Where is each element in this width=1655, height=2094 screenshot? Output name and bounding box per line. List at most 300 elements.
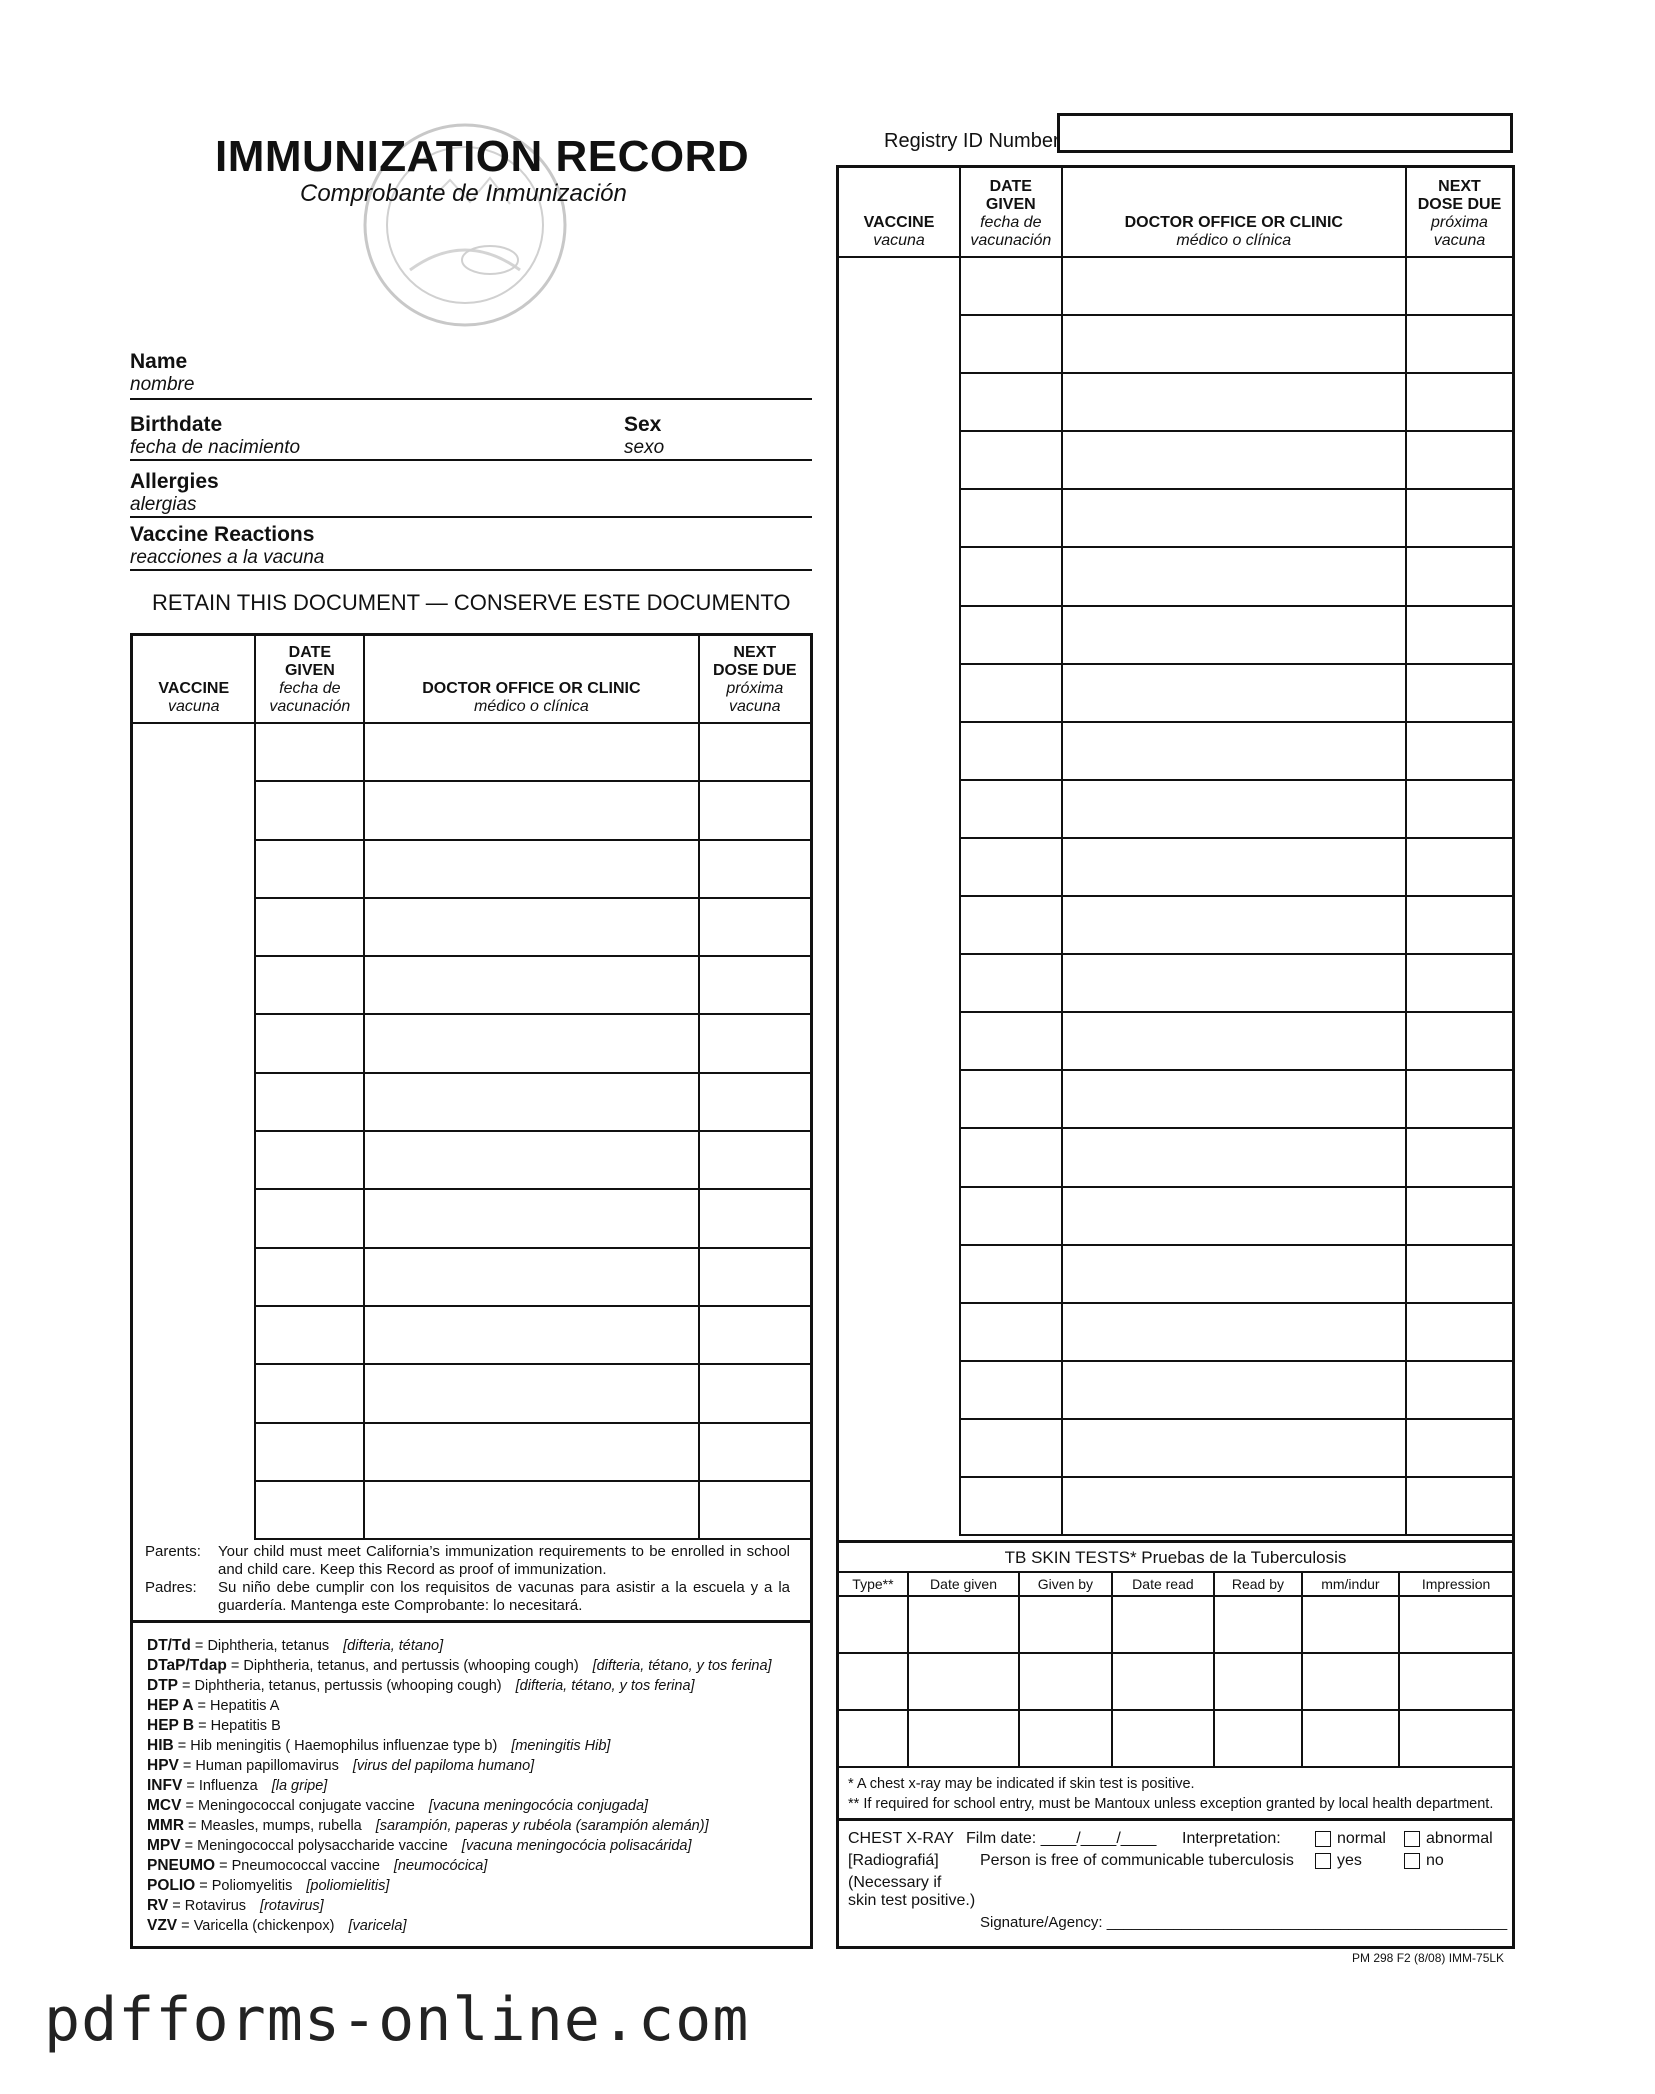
birthdate-label: Birthdate — [130, 413, 223, 436]
tb-note-1: * A chest x-ray may be indicated if skin test is positive. — [848, 1776, 1195, 1792]
table-header-row — [838, 167, 1513, 257]
table-row — [838, 1419, 1513, 1477]
table-cell[interactable] — [1062, 896, 1406, 954]
name-label: Name — [130, 350, 188, 373]
parents-text-en: Your child must meet California’s immunization requirements to be enrolled in school and child care. Keep this Record as proof of immunization. — [218, 1543, 790, 1578]
table-cell[interactable] — [1302, 1653, 1399, 1710]
table-cell[interactable] — [960, 1187, 1062, 1245]
table-cell[interactable] — [132, 1248, 255, 1306]
table-cell[interactable] — [255, 956, 364, 1014]
table-cell[interactable] — [364, 956, 698, 1014]
table-cell[interactable] — [960, 1128, 1062, 1186]
table-cell[interactable] — [1406, 489, 1513, 547]
list-item: POLIO = Poliomyelitis [poliomielitis] — [147, 1877, 390, 1894]
table-cell[interactable] — [838, 838, 960, 896]
abbr-english: Poliomyelitis — [211, 1878, 293, 1894]
tb-header-row — [838, 1572, 1513, 1596]
table-cell[interactable] — [1062, 1187, 1406, 1245]
film-date-field[interactable]: Film date: ____/____/____ — [966, 1830, 1157, 1847]
signature-field[interactable]: Signature/Agency: ________________________________________________ — [980, 1914, 1508, 1931]
table-cell[interactable] — [255, 1481, 364, 1539]
birthdate-field[interactable] — [130, 413, 812, 461]
table-cell[interactable] — [699, 1248, 811, 1306]
table-cell[interactable] — [364, 1014, 698, 1072]
tb-col-header: Read by — [1214, 1572, 1301, 1596]
chest-xray-note-2: skin test positive.) — [848, 1892, 976, 1909]
abbr-spanish: [difteria, tétano, y tos ferina] — [515, 1678, 695, 1694]
table-cell[interactable] — [1399, 1653, 1513, 1710]
table-cell[interactable] — [1399, 1596, 1513, 1653]
table-cell[interactable] — [364, 723, 698, 781]
table-cell[interactable] — [838, 1128, 960, 1186]
table-cell[interactable] — [838, 1187, 960, 1245]
abbr-spanish: [sarampión, paperas y rubéola (sarampión alemán)] — [375, 1818, 709, 1834]
retain-notice: RETAIN THIS DOCUMENT — CONSERVE ESTE DOCUMENTO — [152, 590, 791, 615]
table-row — [838, 838, 1513, 896]
table-cell[interactable] — [1406, 838, 1513, 896]
table-row — [838, 722, 1513, 780]
abbr-english: Pneumococcal vaccine — [231, 1858, 380, 1874]
table-row — [132, 723, 811, 781]
name-field[interactable] — [130, 350, 812, 400]
table-cell[interactable] — [699, 1131, 811, 1189]
col-date-given: DATE GIVEN fecha de vacunación — [255, 635, 364, 723]
table-cell[interactable] — [1406, 1245, 1513, 1303]
tb-title: TB SKIN TESTS* Pruebas de la Tuberculosis — [1004, 1548, 1347, 1567]
table-row — [132, 956, 811, 1014]
table-cell[interactable] — [1062, 315, 1406, 373]
table-cell[interactable] — [1406, 1012, 1513, 1070]
divider — [131, 1620, 812, 1623]
table-cell[interactable] — [1406, 1128, 1513, 1186]
abbr-english: Rotavirus — [184, 1898, 247, 1914]
table-cell[interactable] — [1406, 722, 1513, 780]
page-title: IMMUNIZATION RECORD — [215, 132, 750, 181]
table-row — [838, 1187, 1513, 1245]
table-cell[interactable] — [255, 723, 364, 781]
table-cell[interactable] — [960, 257, 1062, 315]
table-cell[interactable] — [255, 898, 364, 956]
abbr-code: HIB — [147, 1737, 174, 1754]
allergies-label: Allergies — [130, 470, 219, 493]
table-cell[interactable] — [960, 780, 1062, 838]
table-cell[interactable] — [255, 840, 364, 898]
col-doctor: DOCTOR OFFICE OR CLINIC médico o clínica — [364, 635, 698, 723]
table-cell[interactable] — [1062, 1419, 1406, 1477]
abbr-spanish: [la gripe] — [271, 1778, 328, 1794]
abbr-spanish: [vacuna meningocócia polisacárida] — [461, 1838, 692, 1854]
table-cell[interactable] — [1406, 1361, 1513, 1419]
table-cell[interactable] — [255, 1248, 364, 1306]
table-cell[interactable] — [255, 1189, 364, 1247]
table-cell[interactable] — [838, 257, 960, 315]
abbr-code: MMR — [147, 1817, 185, 1834]
table-row — [132, 1131, 811, 1189]
table-cell[interactable] — [132, 956, 255, 1014]
table-cell[interactable] — [1406, 431, 1513, 489]
table-cell[interactable] — [1214, 1710, 1301, 1767]
table-cell[interactable] — [699, 1481, 811, 1539]
table-cell[interactable] — [960, 1070, 1062, 1128]
table-cell[interactable] — [1406, 780, 1513, 838]
watermark: pdfforms-online.com — [44, 1985, 750, 2055]
table-cell[interactable] — [838, 664, 960, 722]
table-cell[interactable] — [364, 1131, 698, 1189]
table-row — [838, 664, 1513, 722]
col-next-dose: NEXT DOSE DUE próxima vacuna — [1406, 167, 1513, 257]
tb-col-header: Date given — [908, 1572, 1019, 1596]
table-cell[interactable] — [960, 1419, 1062, 1477]
abbreviation-list — [147, 1636, 772, 1936]
table-cell[interactable] — [364, 840, 698, 898]
abbr-code: DTP — [147, 1677, 178, 1694]
table-cell[interactable] — [1062, 1128, 1406, 1186]
table-row — [838, 780, 1513, 838]
tb-free-label: Person is free of communicable tuberculosis — [980, 1852, 1294, 1869]
normal-checkbox[interactable] — [1315, 1831, 1331, 1847]
registry-label: Registry ID Number — [884, 130, 1060, 152]
table-cell[interactable] — [364, 1189, 698, 1247]
abnormal-option[interactable] — [1404, 1830, 1493, 1848]
table-row — [838, 489, 1513, 547]
table-cell[interactable] — [255, 1423, 364, 1481]
table-cell[interactable] — [699, 1073, 811, 1131]
sex-field[interactable] — [624, 413, 664, 459]
table-row — [132, 1073, 811, 1131]
table-cell[interactable] — [1062, 722, 1406, 780]
table-row — [838, 896, 1513, 954]
abbr-spanish: [meningitis Hib] — [511, 1738, 611, 1754]
table-cell[interactable] — [960, 1303, 1062, 1361]
table-cell[interactable] — [1406, 954, 1513, 1012]
table-cell[interactable] — [1406, 1477, 1513, 1535]
table-cell[interactable] — [1062, 1303, 1406, 1361]
table-cell[interactable] — [960, 1245, 1062, 1303]
table-cell[interactable] — [1302, 1710, 1399, 1767]
vaccine-reactions-field[interactable] — [130, 523, 812, 571]
list-item: RV = Rotavirus [rotavirus] — [147, 1897, 324, 1914]
abbr-code: INFV — [147, 1777, 183, 1794]
registry-id-input[interactable] — [1057, 113, 1513, 153]
table-cell[interactable] — [1406, 373, 1513, 431]
table-cell[interactable] — [1062, 431, 1406, 489]
abbr-english: Hepatitis B — [210, 1718, 281, 1734]
table-cell[interactable] — [838, 1303, 960, 1361]
abbr-spanish: [difteria, tétano] — [343, 1638, 444, 1654]
table-cell[interactable] — [1406, 606, 1513, 664]
sex-sublabel: sexo — [624, 437, 665, 458]
abbr-code: POLIO — [147, 1877, 196, 1894]
table-cell[interactable] — [132, 1014, 255, 1072]
table-row — [132, 1306, 811, 1364]
yes-checkbox[interactable] — [1315, 1853, 1331, 1869]
table-row — [838, 431, 1513, 489]
table-cell[interactable] — [1406, 547, 1513, 605]
table-cell[interactable] — [132, 1073, 255, 1131]
table-cell[interactable] — [699, 1364, 811, 1422]
table-row — [132, 1189, 811, 1247]
table-row — [132, 781, 811, 839]
table-cell[interactable] — [1062, 1245, 1406, 1303]
table-cell[interactable] — [838, 722, 960, 780]
right-vaccine-table — [837, 166, 1514, 1536]
table-cell[interactable] — [1019, 1710, 1111, 1767]
chest-xray-label: CHEST X-RAY — [848, 1830, 955, 1847]
list-item: HPV = Human papillomavirus [virus del papiloma humano] — [147, 1757, 535, 1774]
table-cell[interactable] — [960, 1012, 1062, 1070]
tb-col-header: Date read — [1112, 1572, 1215, 1596]
table-cell[interactable] — [1062, 1012, 1406, 1070]
table-cell[interactable] — [132, 1481, 255, 1539]
list-item: MMR = Measles, mumps, rubella [sarampión, paperas y rubéola (sarampión alemán)] — [147, 1817, 709, 1834]
table-cell[interactable] — [364, 1481, 698, 1539]
table-cell[interactable] — [960, 431, 1062, 489]
tb-note-2: ** If required for school entry, must be Mantoux unless exception granted by local health department. — [848, 1796, 1494, 1812]
table-cell[interactable] — [1062, 838, 1406, 896]
table-cell[interactable] — [132, 1423, 255, 1481]
table-row — [838, 954, 1513, 1012]
table-cell[interactable] — [960, 1477, 1062, 1535]
table-row — [132, 840, 811, 898]
table-cell[interactable] — [960, 1361, 1062, 1419]
table-cell[interactable] — [132, 1306, 255, 1364]
table-row — [132, 1423, 811, 1481]
table-cell[interactable] — [1019, 1596, 1111, 1653]
sex-label: Sex — [624, 413, 662, 436]
no-label: no — [1426, 1852, 1444, 1869]
table-cell[interactable] — [1112, 1596, 1215, 1653]
table-cell[interactable] — [364, 898, 698, 956]
yes-option[interactable] — [1315, 1852, 1362, 1870]
abbr-code: DTaP/Tdap — [147, 1657, 227, 1674]
table-cell[interactable] — [838, 1710, 908, 1767]
table-cell[interactable] — [364, 1073, 698, 1131]
table-row — [838, 1070, 1513, 1128]
table-cell[interactable] — [1214, 1596, 1301, 1653]
table-cell[interactable] — [699, 1189, 811, 1247]
table-cell[interactable] — [1406, 1303, 1513, 1361]
abbr-spanish: [rotavirus] — [260, 1898, 324, 1914]
table-cell[interactable] — [255, 1073, 364, 1131]
table-cell[interactable] — [838, 1477, 960, 1535]
table-cell[interactable] — [1406, 1419, 1513, 1477]
page-subtitle: Comprobante de Inmunización — [300, 180, 627, 207]
table-cell[interactable] — [838, 606, 960, 664]
table-cell[interactable] — [1214, 1653, 1301, 1710]
reactions-sublabel: reacciones a la vacuna — [130, 547, 325, 568]
abbr-code: DT/Td — [147, 1637, 191, 1654]
abbr-english: Hib meningitis ( Haemophilus influenzae type b) — [190, 1738, 498, 1754]
table-row — [838, 606, 1513, 664]
col-vaccine: VACCINE vacuna — [838, 167, 960, 257]
col-next-dose: NEXT DOSE DUE próxima vacuna — [699, 635, 811, 723]
table-cell[interactable] — [132, 723, 255, 781]
abbr-english: Hepatitis A — [210, 1698, 280, 1714]
table-cell[interactable] — [838, 1596, 908, 1653]
table-cell[interactable] — [1406, 664, 1513, 722]
abbr-english: Influenza — [198, 1778, 258, 1794]
table-cell[interactable] — [960, 954, 1062, 1012]
parents-text-es: Su niño debe cumplir con los requisitos de vacunas para asistir a la escuela y a la guardería. Mantenga este Comprobante: lo necesitará. — [218, 1579, 790, 1614]
table-cell[interactable] — [1406, 1070, 1513, 1128]
table-cell[interactable] — [699, 840, 811, 898]
abbr-english: Meningococcal conjugate vaccine — [197, 1798, 415, 1814]
table-cell[interactable] — [838, 1245, 960, 1303]
abbr-spanish: [vacuna meningocócia conjugada] — [428, 1798, 649, 1814]
table-cell[interactable] — [132, 781, 255, 839]
table-cell[interactable] — [132, 898, 255, 956]
abbr-code: HEP A — [147, 1697, 194, 1714]
abbr-code: HEP B — [147, 1717, 195, 1734]
normal-option[interactable] — [1315, 1830, 1386, 1848]
divider — [837, 1818, 1514, 1821]
list-item: MCV = Meningococcal conjugate vaccine [vacuna meningocócia conjugada] — [147, 1797, 649, 1814]
table-row — [838, 1710, 1513, 1767]
tb-col-header: Impression — [1399, 1572, 1513, 1596]
table-cell[interactable] — [364, 1364, 698, 1422]
list-item: HEP A = Hepatitis A — [147, 1697, 280, 1714]
normal-label: normal — [1337, 1830, 1386, 1847]
table-cell[interactable] — [364, 1306, 698, 1364]
table-cell[interactable] — [132, 1189, 255, 1247]
table-cell[interactable] — [960, 722, 1062, 780]
allergies-field[interactable] — [130, 470, 812, 518]
table-cell[interactable] — [960, 547, 1062, 605]
table-cell[interactable] — [364, 1423, 698, 1481]
table-cell[interactable] — [838, 373, 960, 431]
table-cell[interactable] — [1062, 1361, 1406, 1419]
table-cell[interactable] — [960, 896, 1062, 954]
tb-col-header: Given by — [1019, 1572, 1111, 1596]
table-cell[interactable] — [1406, 315, 1513, 373]
table-cell[interactable] — [838, 896, 960, 954]
table-cell[interactable] — [699, 1423, 811, 1481]
table-cell[interactable] — [908, 1653, 1019, 1710]
table-cell[interactable] — [838, 315, 960, 373]
table-cell[interactable] — [838, 547, 960, 605]
abbr-english: Human papillomavirus — [195, 1758, 339, 1774]
table-cell[interactable] — [1406, 896, 1513, 954]
table-cell[interactable] — [699, 781, 811, 839]
abbr-spanish: [virus del papiloma humano] — [352, 1758, 535, 1774]
table-cell[interactable] — [1062, 664, 1406, 722]
table-cell[interactable] — [908, 1596, 1019, 1653]
table-cell[interactable] — [1062, 1070, 1406, 1128]
tb-col-header: mm/indur — [1302, 1572, 1399, 1596]
table-cell[interactable] — [960, 606, 1062, 664]
yes-label: yes — [1337, 1852, 1362, 1869]
table-cell[interactable] — [255, 1364, 364, 1422]
table-cell[interactable] — [1112, 1710, 1215, 1767]
table-cell[interactable] — [1399, 1710, 1513, 1767]
table-cell[interactable] — [908, 1710, 1019, 1767]
table-header-row — [132, 635, 811, 723]
table-cell[interactable] — [255, 781, 364, 839]
table-cell[interactable] — [838, 1012, 960, 1070]
table-cell[interactable] — [1062, 489, 1406, 547]
allergies-sublabel: alergias — [130, 494, 197, 515]
tb-skin-test-table — [837, 1571, 1514, 1768]
table-cell[interactable] — [838, 954, 960, 1012]
interpretation-label: Interpretation: — [1182, 1830, 1281, 1847]
table-cell[interactable] — [1062, 257, 1406, 315]
table-row — [838, 547, 1513, 605]
table-row — [838, 1245, 1513, 1303]
abbr-spanish: [neumocócica] — [393, 1858, 488, 1874]
table-cell[interactable] — [960, 489, 1062, 547]
table-cell[interactable] — [1062, 1477, 1406, 1535]
list-item: HEP B = Hepatitis B — [147, 1717, 281, 1734]
table-cell[interactable] — [255, 1306, 364, 1364]
table-cell[interactable] — [364, 1248, 698, 1306]
parents-label-es: Padres: — [145, 1579, 197, 1596]
divider — [837, 1540, 1514, 1543]
table-cell[interactable] — [838, 431, 960, 489]
list-item: VZV = Varicella (chickenpox) [varicela] — [147, 1917, 407, 1934]
table-cell[interactable] — [960, 315, 1062, 373]
table-cell[interactable] — [699, 956, 811, 1014]
table-cell[interactable] — [838, 1070, 960, 1128]
table-cell[interactable] — [838, 1361, 960, 1419]
table-cell[interactable] — [132, 840, 255, 898]
table-cell[interactable] — [255, 1014, 364, 1072]
table-cell[interactable] — [699, 723, 811, 781]
table-cell[interactable] — [1062, 373, 1406, 431]
table-cell[interactable] — [960, 664, 1062, 722]
table-cell[interactable] — [132, 1131, 255, 1189]
table-cell[interactable] — [1062, 780, 1406, 838]
table-cell[interactable] — [699, 1306, 811, 1364]
list-item: DTaP/Tdap = Diphtheria, tetanus, and pertussis (whooping cough) [difteria, tétano, y tos ferina] — [147, 1657, 772, 1674]
table-cell[interactable] — [699, 898, 811, 956]
table-row — [132, 898, 811, 956]
abnormal-checkbox[interactable] — [1404, 1831, 1420, 1847]
table-cell[interactable] — [1406, 1187, 1513, 1245]
table-cell[interactable] — [838, 1419, 960, 1477]
abbr-code: VZV — [147, 1917, 178, 1934]
birthdate-sublabel: fecha de nacimiento — [130, 437, 301, 458]
table-cell[interactable] — [1112, 1653, 1215, 1710]
table-cell[interactable] — [364, 781, 698, 839]
table-cell[interactable] — [1019, 1653, 1111, 1710]
table-cell[interactable] — [1062, 606, 1406, 664]
table-cell[interactable] — [1062, 954, 1406, 1012]
no-checkbox[interactable] — [1404, 1853, 1420, 1869]
table-cell[interactable] — [1302, 1596, 1399, 1653]
table-cell[interactable] — [838, 780, 960, 838]
table-row — [132, 1364, 811, 1422]
abbr-code: PNEUMO — [147, 1857, 216, 1874]
abbr-english: Diphtheria, tetanus — [207, 1638, 330, 1654]
form-code: PM 298 F2 (8/08) IMM-75LK — [1352, 1951, 1505, 1965]
no-option[interactable] — [1404, 1852, 1444, 1870]
abbr-english: Varicella (chickenpox) — [193, 1918, 335, 1934]
table-row — [838, 1012, 1513, 1070]
table-cell[interactable] — [960, 838, 1062, 896]
table-cell[interactable] — [1406, 257, 1513, 315]
table-cell[interactable] — [132, 1364, 255, 1422]
table-cell[interactable] — [255, 1131, 364, 1189]
abbr-english: Measles, mumps, rubella — [200, 1818, 362, 1834]
table-cell[interactable] — [838, 489, 960, 547]
table-cell[interactable] — [699, 1014, 811, 1072]
table-row — [838, 257, 1513, 315]
table-cell[interactable] — [838, 1653, 908, 1710]
table-cell[interactable] — [1062, 547, 1406, 605]
abbr-code: MCV — [147, 1797, 182, 1814]
table-cell[interactable] — [960, 373, 1062, 431]
abbr-code: HPV — [147, 1757, 179, 1774]
